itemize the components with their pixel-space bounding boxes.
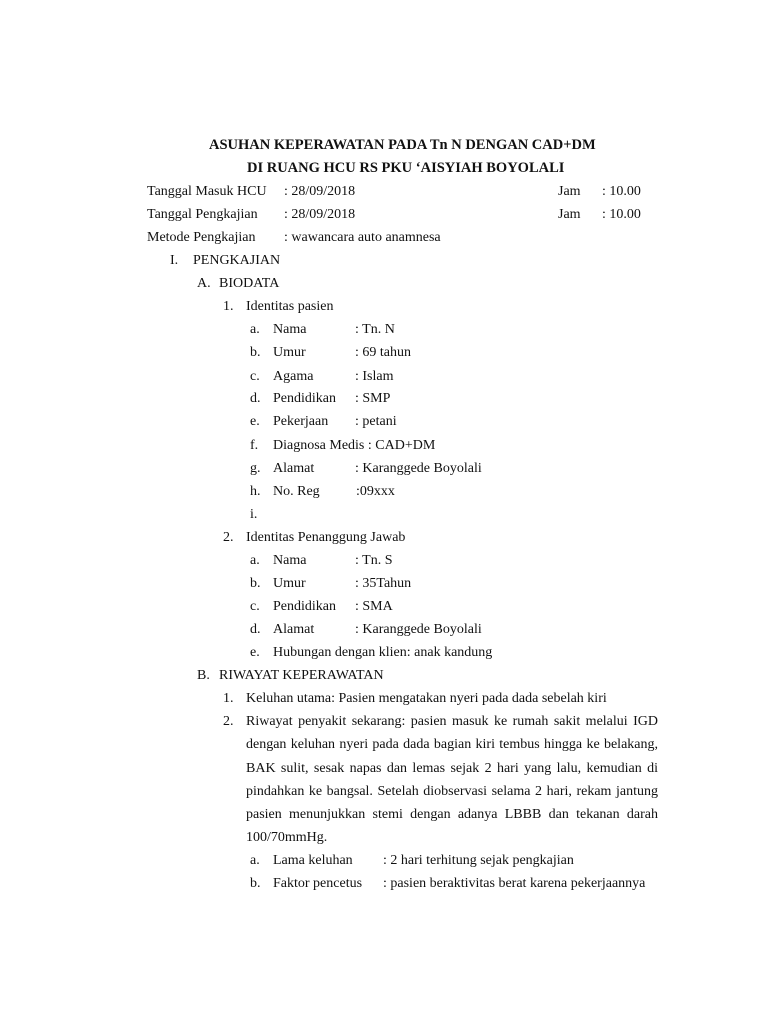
field-label: Alamat — [273, 622, 315, 637]
field-value: : Karanggede Boyolali — [355, 461, 482, 476]
tanggal-pengkajian-label: Tanggal Pengkajian — [147, 207, 258, 222]
jam-value: : 10.00 — [602, 184, 641, 199]
list-marker: a. — [250, 322, 260, 337]
field-value: : pasien beraktivitas berat karena pekerjaannya — [383, 876, 646, 891]
list-marker: 1. — [223, 299, 234, 314]
jam-value: : 10.00 — [602, 207, 641, 222]
field-value: : 2 hari terhitung sejak pengkajian — [383, 853, 574, 868]
riwayat-text-line: 100/70mmHg. — [246, 830, 328, 845]
field-value: : SMP — [355, 391, 391, 406]
list-marker: 2. — [223, 530, 234, 545]
identitas-pasien-heading: Identitas pasien — [246, 299, 334, 314]
keluhan-utama-text: Keluhan utama: Pasien mengatakan nyeri pada dada sebelah kiri — [246, 691, 607, 706]
field-label: Hubungan dengan klien: anak kandung — [273, 645, 493, 660]
field-value: : Tn. N — [355, 322, 395, 337]
field-label: Pendidikan — [273, 599, 336, 614]
riwayat-text-line: pindahkan ke bangsal. Setelah diobservasi selama 2 hari, rekam jantung — [246, 784, 658, 799]
list-marker: h. — [250, 484, 261, 499]
list-marker: e. — [250, 645, 260, 660]
field-value: : Tn. S — [355, 553, 393, 568]
field-value: : petani — [355, 414, 397, 429]
section-heading-pengkajian: PENGKAJIAN — [193, 253, 281, 268]
tanggal-masuk-value: : 28/09/2018 — [284, 184, 356, 199]
document-title-line2: DI RUANG HCU RS PKU ‘AISYIAH BOYOLALI — [247, 160, 565, 176]
metode-pengkajian-value: : wawancara auto anamnesa — [284, 230, 441, 245]
field-label: Diagnosa Medis : CAD+DM — [273, 438, 436, 453]
field-value: :09xxx — [356, 484, 395, 499]
identitas-penanggung-heading: Identitas Penanggung Jawab — [246, 530, 406, 545]
field-value: : Islam — [355, 369, 394, 384]
tanggal-masuk-label: Tanggal Masuk HCU — [147, 184, 267, 199]
field-label: Agama — [273, 369, 314, 384]
field-label: Nama — [273, 553, 307, 568]
riwayat-text-line: pasien menunjukkan stemi dengan adanya LBBB dan tekanan darah — [246, 807, 658, 822]
list-marker: g. — [250, 461, 261, 476]
subsection-marker: A. — [197, 276, 211, 291]
field-label: Umur — [273, 576, 306, 591]
metode-pengkajian-label: Metode Pengkajian — [147, 230, 256, 245]
field-label: Pekerjaan — [273, 414, 329, 429]
field-label: Lama keluhan — [273, 853, 353, 868]
field-label: Nama — [273, 322, 307, 337]
list-marker: 2. — [223, 714, 234, 729]
subsection-heading-riwayat: RIWAYAT KEPERAWATAN — [219, 668, 384, 683]
list-marker: c. — [250, 599, 260, 614]
document-title-line1: ASUHAN KEPERAWATAN PADA Tn N DENGAN CAD+DM — [209, 137, 596, 153]
riwayat-text-line: dengan keluhan nyeri pada dada bagian kiri tembus hingga ke belakang, — [246, 737, 658, 752]
list-marker: d. — [250, 622, 261, 637]
list-marker: b. — [250, 576, 261, 591]
field-value: : 69 tahun — [355, 345, 411, 360]
list-marker: b. — [250, 876, 261, 891]
list-marker: b. — [250, 345, 261, 360]
tanggal-pengkajian-value: : 28/09/2018 — [284, 207, 356, 222]
jam-label: Jam — [558, 207, 581, 222]
field-value: : SMA — [355, 599, 393, 614]
section-marker: I. — [170, 253, 179, 268]
list-marker: a. — [250, 553, 260, 568]
riwayat-text-line: BAK sulit, sesak napas dan lemas sejak 2 hari yang lalu, kemudian di — [246, 761, 658, 776]
field-label: Pendidikan — [273, 391, 336, 406]
field-value: : 35Tahun — [355, 576, 412, 591]
list-marker: 1. — [223, 691, 234, 706]
subsection-marker: B. — [197, 668, 210, 683]
field-label: Faktor pencetus — [273, 876, 363, 891]
list-marker: d. — [250, 391, 261, 406]
field-value: : Karanggede Boyolali — [355, 622, 482, 637]
riwayat-text-line: Riwayat penyakit sekarang: pasien masuk ke rumah sakit melalui IGD — [246, 714, 658, 729]
field-label: No. Reg — [273, 484, 320, 499]
field-label: Alamat — [273, 461, 315, 476]
list-marker: i. — [250, 507, 258, 522]
list-marker: c. — [250, 369, 260, 384]
list-marker: a. — [250, 853, 260, 868]
list-marker: e. — [250, 414, 260, 429]
field-label: Umur — [273, 345, 306, 360]
list-marker: f. — [250, 438, 259, 453]
jam-label: Jam — [558, 184, 581, 199]
subsection-heading-biodata: BIODATA — [219, 276, 280, 291]
